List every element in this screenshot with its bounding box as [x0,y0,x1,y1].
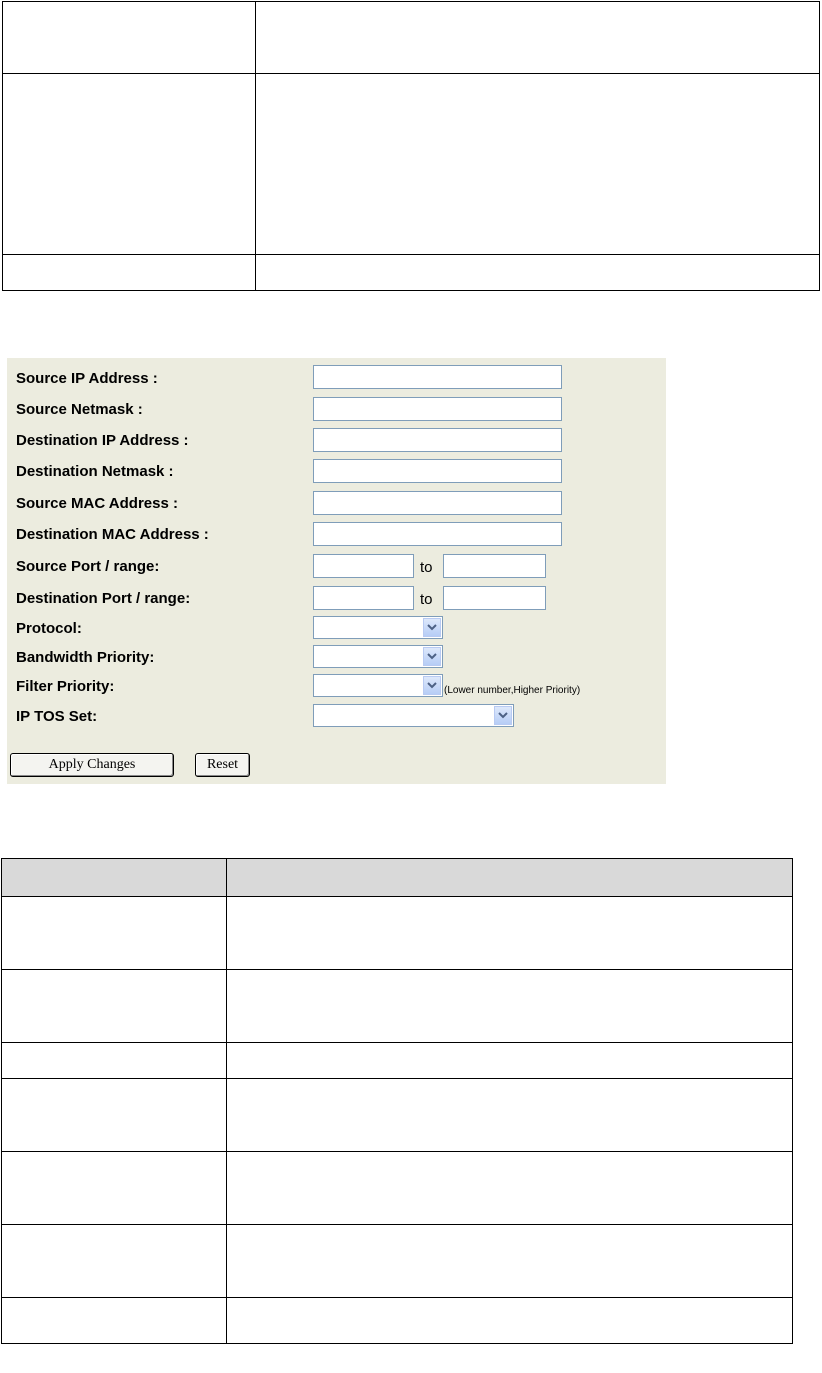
destination-netmask-input[interactable] [313,459,562,483]
source-mac-input[interactable] [313,491,562,515]
apply-changes-button[interactable]: Apply Changes [10,753,174,777]
destination-ip-label: Destination IP Address : [16,432,189,449]
bandwidth-priority-label: Bandwidth Priority: [16,649,155,666]
bottom-table [1,858,793,1344]
destination-mac-input[interactable] [313,522,562,546]
destination-netmask-label: Destination Netmask : [16,463,174,480]
chevron-down-icon[interactable] [423,676,441,695]
bottom-table-header-row [2,859,792,897]
protocol-select[interactable] [313,616,443,639]
source-port-to-input[interactable] [443,554,546,578]
source-ip-label: Source IP Address : [16,370,158,387]
source-port-from-input[interactable] [313,554,414,578]
chevron-down-icon[interactable] [423,647,441,666]
destination-port-label: Destination Port / range: [16,590,191,607]
protocol-label: Protocol: [16,620,82,637]
destination-mac-label: Destination MAC Address : [16,526,209,543]
top-table [2,1,820,291]
destination-port-from-input[interactable] [313,586,414,610]
bottom-table-row [2,970,792,1043]
destination-ip-input[interactable] [313,428,562,452]
chevron-down-icon[interactable] [494,706,512,725]
qos-rule-form [7,358,666,784]
destination-port-to-label: to [420,591,433,608]
ip-tos-select[interactable] [313,704,514,727]
bottom-table-divider [226,859,227,1343]
bottom-table-row [2,897,792,970]
source-port-to-label: to [420,559,433,576]
filter-priority-select[interactable] [313,674,443,697]
top-table-row [3,2,819,74]
top-table-row [3,74,819,255]
source-netmask-input[interactable] [313,397,562,421]
bottom-table-row [2,1225,792,1298]
reset-button[interactable]: Reset [195,753,250,777]
filter-priority-label: Filter Priority: [16,678,115,695]
source-netmask-label: Source Netmask : [16,401,143,418]
top-table-row [3,255,819,290]
source-mac-label: Source MAC Address : [16,495,178,512]
bottom-table-row [2,1298,792,1343]
bottom-table-row [2,1043,792,1079]
source-ip-input[interactable] [313,365,562,389]
chevron-down-icon[interactable] [423,618,441,637]
bottom-table-row [2,1079,792,1152]
destination-port-to-input[interactable] [443,586,546,610]
ip-tos-label: IP TOS Set: [16,708,98,725]
bandwidth-priority-select[interactable] [313,645,443,668]
source-port-label: Source Port / range: [16,558,160,575]
filter-priority-hint: (Lower number,Higher Priority) [444,685,581,696]
bottom-table-row [2,1152,792,1225]
